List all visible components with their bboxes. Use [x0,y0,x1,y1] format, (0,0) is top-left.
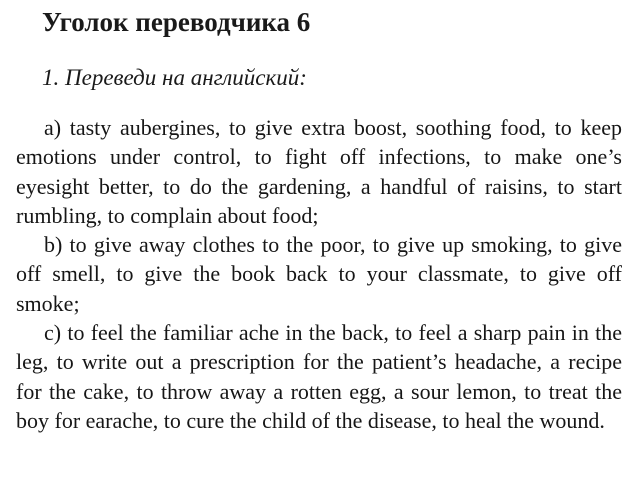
paragraph-a: a) tasty aubergines, to give extra boost, soothing food, to keep emotions under control, to fight off infections, to make one’s eyesight better, to do the gardening, a handful of raisins, to start rumbling, to complain about food; [16,115,622,228]
paragraph-b: b) to give away clothes to the poor, to give up smoking, to give off smell, to give the book back to your classmate, to give off smoke; [16,232,622,316]
translation-list [16,113,622,435]
task-heading: 1. Переведи на английский: [42,65,307,90]
paragraph-c: c) to feel the familiar ache in the back, to feel a sharp pain in the leg, to write out a prescription for the patient’s headache, a recipe for the cake, to throw away a rotten egg, a sour lemon, to treat the boy for earache, to cure the child of the disease, to heal the wound. [16,320,622,433]
page-title: Уголок переводчика 6 [42,7,311,37]
